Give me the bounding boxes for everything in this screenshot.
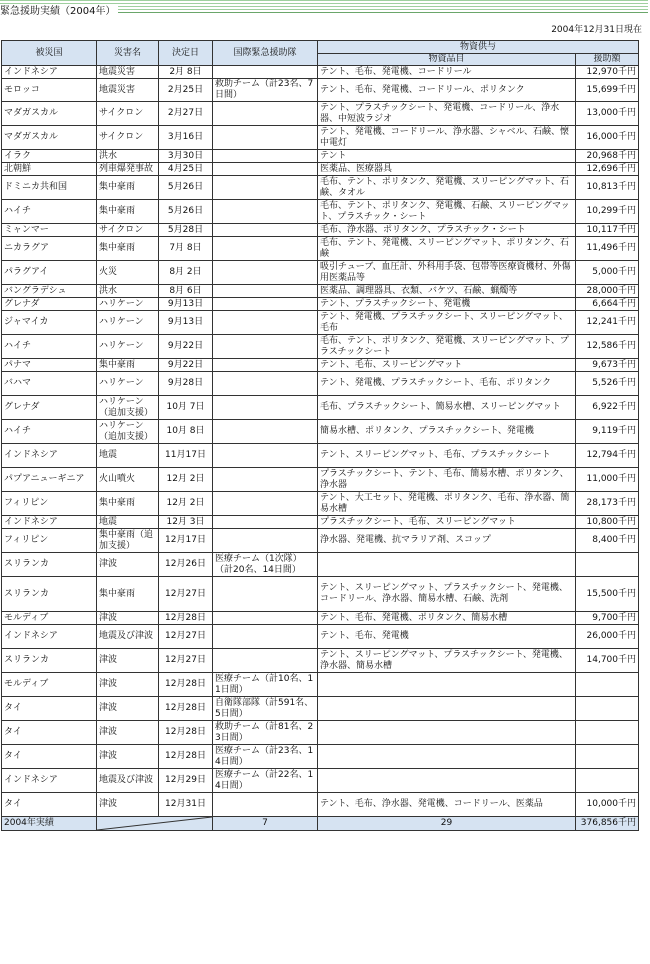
cell-country: ニカラグア bbox=[2, 237, 97, 261]
cell-disaster: 津波 bbox=[97, 745, 159, 769]
cell-items: 毛布、浄水器、ポリタンク、プラスチック・シート bbox=[318, 224, 576, 237]
cell-items: テント、プラスチックシート、発電機 bbox=[318, 298, 576, 311]
cell-disaster: 集中豪雨 bbox=[97, 200, 159, 224]
cell-date: 3月30日 bbox=[159, 150, 213, 163]
cell-date: 9月13日 bbox=[159, 298, 213, 311]
table-row bbox=[2, 721, 639, 745]
cell-items: テント、スリーピングマット、プラスチックシート、発電機、浄水器、簡易水槽 bbox=[318, 649, 576, 673]
cell-date: 12月31日 bbox=[159, 793, 213, 817]
cell-country: ジャマイカ bbox=[2, 311, 97, 335]
cell-items: 簡易水槽、ポリタンク、プラスチックシート、発電機 bbox=[318, 420, 576, 444]
cell-disaster: ハリケーン（追加支援） bbox=[97, 396, 159, 420]
cell-team bbox=[213, 492, 318, 516]
cell-team: 医療チーム（計10名、11日間） bbox=[213, 673, 318, 697]
cell-disaster: 地震災害 bbox=[97, 79, 159, 102]
cell-disaster: 集中豪雨 bbox=[97, 577, 159, 612]
cell-items: 毛布、プラスチックシート、簡易水槽、スリーピングマット bbox=[318, 396, 576, 420]
cell-amount: 11,000千円 bbox=[576, 468, 639, 492]
cell-date: 12月26日 bbox=[159, 553, 213, 577]
table-row bbox=[2, 176, 639, 200]
cell-amount: 10,800千円 bbox=[576, 516, 639, 529]
table-row bbox=[2, 79, 639, 102]
cell-amount: 16,000千円 bbox=[576, 126, 639, 150]
cell-items: テント、大工セット、発電機、ポリタンク、毛布、浄水器、簡易水槽 bbox=[318, 492, 576, 516]
cell-date: 5月26日 bbox=[159, 176, 213, 200]
table-row bbox=[2, 285, 639, 298]
cell-items: テント、毛布、発電機 bbox=[318, 625, 576, 649]
cell-disaster: 集中豪雨（追加支援） bbox=[97, 529, 159, 553]
table-row bbox=[2, 126, 639, 150]
cell-team bbox=[213, 359, 318, 372]
cell-date: 12月28日 bbox=[159, 673, 213, 697]
cell-disaster: サイクロン bbox=[97, 224, 159, 237]
cell-items: 医薬品、医療器具 bbox=[318, 163, 576, 176]
cell-date: 7月 8日 bbox=[159, 237, 213, 261]
cell-team: 自衛隊部隊（計591名、5日間） bbox=[213, 697, 318, 721]
cell-items: プラスチックシート、テント、毛布、簡易水槽、ポリタンク、浄水器 bbox=[318, 468, 576, 492]
table-row bbox=[2, 697, 639, 721]
cell-items: テント、スリーピングマット、プラスチックシート、発電機、コードリール、浄水器、簡易水槽、石鹸、洗剤 bbox=[318, 577, 576, 612]
cell-disaster: 津波 bbox=[97, 793, 159, 817]
cell-amount: 26,000千円 bbox=[576, 625, 639, 649]
cell-items: テント、発電機、プラスチックシート、毛布、ポリタンク bbox=[318, 372, 576, 396]
cell-date: 12月 2日 bbox=[159, 492, 213, 516]
cell-amount: 15,500千円 bbox=[576, 577, 639, 612]
cell-country: インドネシア bbox=[2, 66, 97, 79]
total-label: 2004年実績 bbox=[2, 817, 97, 831]
cell-country: バングラデシュ bbox=[2, 285, 97, 298]
table-row bbox=[2, 66, 639, 79]
cell-items: 毛布、テント、発電機、スリーピングマット、ポリタンク、石鹸 bbox=[318, 237, 576, 261]
table-row bbox=[2, 311, 639, 335]
cell-team bbox=[213, 311, 318, 335]
header-date: 決定日 bbox=[159, 41, 213, 66]
cell-country: フィリピン bbox=[2, 492, 97, 516]
cell-amount: 12,970千円 bbox=[576, 66, 639, 79]
cell-disaster: 集中豪雨 bbox=[97, 176, 159, 200]
cell-date: 12月28日 bbox=[159, 745, 213, 769]
cell-country: バハマ bbox=[2, 372, 97, 396]
header-supply-group: 物資供与 bbox=[318, 41, 639, 54]
cell-date: 11月17日 bbox=[159, 444, 213, 468]
cell-country: イラク bbox=[2, 150, 97, 163]
cell-date: 9月22日 bbox=[159, 359, 213, 372]
cell-items: 医薬品、調理器具、衣類、バケツ、石鹸、蝋燭等 bbox=[318, 285, 576, 298]
table-row bbox=[2, 224, 639, 237]
cell-team bbox=[213, 577, 318, 612]
cell-team: 救助チーム（計23名、7日間） bbox=[213, 79, 318, 102]
cell-items: 毛布、テント、ポリタンク、発電機、スリーピングマット、石鹸、タオル bbox=[318, 176, 576, 200]
table-row bbox=[2, 769, 639, 793]
cell-items: テント、毛布、スリーピングマット bbox=[318, 359, 576, 372]
table-row bbox=[2, 237, 639, 261]
cell-disaster: 津波 bbox=[97, 612, 159, 625]
cell-amount bbox=[576, 745, 639, 769]
cell-team bbox=[213, 612, 318, 625]
cell-disaster: 津波 bbox=[97, 553, 159, 577]
table-row bbox=[2, 200, 639, 224]
table-body bbox=[2, 66, 639, 817]
cell-amount: 6,664千円 bbox=[576, 298, 639, 311]
cell-amount: 9,119千円 bbox=[576, 420, 639, 444]
table-row bbox=[2, 335, 639, 359]
cell-team bbox=[213, 298, 318, 311]
table-row bbox=[2, 396, 639, 420]
cell-team bbox=[213, 468, 318, 492]
cell-disaster: 地震災害 bbox=[97, 66, 159, 79]
cell-disaster: 津波 bbox=[97, 673, 159, 697]
cell-items bbox=[318, 553, 576, 577]
cell-country: スリランカ bbox=[2, 577, 97, 612]
cell-country: スリランカ bbox=[2, 553, 97, 577]
cell-items bbox=[318, 745, 576, 769]
cell-team: 医療チーム（計23名、14日間） bbox=[213, 745, 318, 769]
cell-amount: 13,000千円 bbox=[576, 102, 639, 126]
cell-disaster: ハリケーン bbox=[97, 335, 159, 359]
aid-table bbox=[1, 40, 639, 831]
cell-country: ハイチ bbox=[2, 200, 97, 224]
cell-country: パラグアイ bbox=[2, 261, 97, 285]
cell-items: テント、発電機、プラスチックシート、スリーピングマット、毛布 bbox=[318, 311, 576, 335]
cell-date: 2月27日 bbox=[159, 102, 213, 126]
table-row bbox=[2, 444, 639, 468]
cell-items bbox=[318, 697, 576, 721]
cell-country: ハイチ bbox=[2, 335, 97, 359]
cell-country: モルディブ bbox=[2, 612, 97, 625]
cell-country: グレナダ bbox=[2, 298, 97, 311]
cell-date: 8月 2日 bbox=[159, 261, 213, 285]
page-title-bar bbox=[0, 0, 648, 17]
cell-team bbox=[213, 529, 318, 553]
table-row bbox=[2, 102, 639, 126]
cell-team: 医療チーム（1次隊）（計20名、14日間） bbox=[213, 553, 318, 577]
cell-amount: 12,586千円 bbox=[576, 335, 639, 359]
cell-items: テント、毛布、発電機、コードリール、ポリタンク bbox=[318, 79, 576, 102]
cell-country: マダガスカル bbox=[2, 126, 97, 150]
cell-team bbox=[213, 396, 318, 420]
cell-country: ドミニカ共和国 bbox=[2, 176, 97, 200]
cell-country: タイ bbox=[2, 697, 97, 721]
cell-amount: 15,699千円 bbox=[576, 79, 639, 102]
cell-amount bbox=[576, 697, 639, 721]
cell-amount: 10,813千円 bbox=[576, 176, 639, 200]
header-team: 国際緊急援助隊 bbox=[213, 41, 318, 66]
cell-amount: 20,968千円 bbox=[576, 150, 639, 163]
cell-team bbox=[213, 237, 318, 261]
total-row bbox=[2, 817, 639, 831]
table-row bbox=[2, 529, 639, 553]
table-row bbox=[2, 372, 639, 396]
cell-date: 2月25日 bbox=[159, 79, 213, 102]
cell-team: 救助チーム（計81名、23日間） bbox=[213, 721, 318, 745]
cell-date: 3月16日 bbox=[159, 126, 213, 150]
cell-amount bbox=[576, 769, 639, 793]
table-row bbox=[2, 553, 639, 577]
cell-amount bbox=[576, 673, 639, 697]
cell-disaster: ハリケーン bbox=[97, 372, 159, 396]
cell-disaster: 地震及び津波 bbox=[97, 625, 159, 649]
cell-date: 9月28日 bbox=[159, 372, 213, 396]
cell-date: 10月 7日 bbox=[159, 396, 213, 420]
cell-items: プラスチックシート、毛布、スリーピングマット bbox=[318, 516, 576, 529]
cell-date: 12月 3日 bbox=[159, 516, 213, 529]
cell-disaster: 津波 bbox=[97, 697, 159, 721]
cell-team bbox=[213, 261, 318, 285]
cell-amount: 10,117千円 bbox=[576, 224, 639, 237]
table-row bbox=[2, 468, 639, 492]
cell-date: 12月28日 bbox=[159, 612, 213, 625]
cell-disaster: 集中豪雨 bbox=[97, 237, 159, 261]
total-teams: 7 bbox=[213, 817, 318, 831]
cell-disaster: サイクロン bbox=[97, 126, 159, 150]
header-country: 被災国 bbox=[2, 41, 97, 66]
cell-country: インドネシア bbox=[2, 444, 97, 468]
cell-amount: 9,700千円 bbox=[576, 612, 639, 625]
table-row bbox=[2, 625, 639, 649]
cell-country: スリランカ bbox=[2, 649, 97, 673]
table-row bbox=[2, 261, 639, 285]
cell-amount: 12,794千円 bbox=[576, 444, 639, 468]
cell-items: テント、毛布、発電機、ポリタンク、簡易水槽 bbox=[318, 612, 576, 625]
table-row bbox=[2, 577, 639, 612]
cell-disaster: ハリケーン（追加支援） bbox=[97, 420, 159, 444]
cell-country: ミャンマー bbox=[2, 224, 97, 237]
cell-country: モルディブ bbox=[2, 673, 97, 697]
cell-date: 5月28日 bbox=[159, 224, 213, 237]
cell-disaster: 火災 bbox=[97, 261, 159, 285]
cell-amount: 5,526千円 bbox=[576, 372, 639, 396]
cell-country: タイ bbox=[2, 793, 97, 817]
cell-country: タイ bbox=[2, 721, 97, 745]
table-row bbox=[2, 359, 639, 372]
cell-date: 8月 6日 bbox=[159, 285, 213, 298]
cell-country: グレナダ bbox=[2, 396, 97, 420]
cell-team bbox=[213, 163, 318, 176]
cell-amount: 10,000千円 bbox=[576, 793, 639, 817]
cell-team bbox=[213, 420, 318, 444]
cell-date: 12月29日 bbox=[159, 769, 213, 793]
cell-items bbox=[318, 673, 576, 697]
cell-team bbox=[213, 126, 318, 150]
cell-items: 浄水器、発電機、抗マラリア剤、スコップ bbox=[318, 529, 576, 553]
cell-disaster: 津波 bbox=[97, 649, 159, 673]
table-row bbox=[2, 150, 639, 163]
table-row bbox=[2, 516, 639, 529]
cell-team bbox=[213, 444, 318, 468]
cell-amount: 11,496千円 bbox=[576, 237, 639, 261]
cell-amount: 12,241千円 bbox=[576, 311, 639, 335]
cell-date: 10月 8日 bbox=[159, 420, 213, 444]
cell-team bbox=[213, 200, 318, 224]
cell-team bbox=[213, 335, 318, 359]
cell-amount: 12,696千円 bbox=[576, 163, 639, 176]
cell-items: テント、プラスチックシート、発電機、コードリール、浄水器、中短波ラジオ bbox=[318, 102, 576, 126]
cell-date: 12月28日 bbox=[159, 697, 213, 721]
cell-amount bbox=[576, 553, 639, 577]
cell-disaster: 集中豪雨 bbox=[97, 359, 159, 372]
cell-country: インドネシア bbox=[2, 625, 97, 649]
header-items: 物資品目 bbox=[318, 54, 576, 66]
cell-country: モロッコ bbox=[2, 79, 97, 102]
cell-items: テント、スリーピングマット、毛布、プラスチックシート bbox=[318, 444, 576, 468]
table-row bbox=[2, 649, 639, 673]
total-amount: 376,856千円 bbox=[576, 817, 639, 831]
cell-amount: 28,173千円 bbox=[576, 492, 639, 516]
cell-team bbox=[213, 102, 318, 126]
cell-country: フィリピン bbox=[2, 529, 97, 553]
table-row bbox=[2, 673, 639, 697]
total-slash bbox=[97, 817, 213, 831]
cell-date: 5月26日 bbox=[159, 200, 213, 224]
table-row bbox=[2, 612, 639, 625]
cell-amount: 10,299千円 bbox=[576, 200, 639, 224]
cell-date: 9月13日 bbox=[159, 311, 213, 335]
cell-team bbox=[213, 793, 318, 817]
cell-amount: 6,922千円 bbox=[576, 396, 639, 420]
cell-date: 9月22日 bbox=[159, 335, 213, 359]
cell-disaster: 地震 bbox=[97, 444, 159, 468]
cell-date: 12月27日 bbox=[159, 625, 213, 649]
cell-team bbox=[213, 516, 318, 529]
cell-date: 12月 2日 bbox=[159, 468, 213, 492]
cell-items bbox=[318, 769, 576, 793]
cell-team bbox=[213, 224, 318, 237]
table-row bbox=[2, 745, 639, 769]
cell-disaster: 津波 bbox=[97, 721, 159, 745]
cell-amount bbox=[576, 721, 639, 745]
cell-amount: 28,000千円 bbox=[576, 285, 639, 298]
cell-team bbox=[213, 66, 318, 79]
cell-disaster: 洪水 bbox=[97, 285, 159, 298]
cell-amount: 5,000千円 bbox=[576, 261, 639, 285]
cell-items: 吸引チューブ、血圧計、外科用手袋、包帯等医療資機材、外傷用医薬品等 bbox=[318, 261, 576, 285]
table-row bbox=[2, 163, 639, 176]
cell-disaster: 火山噴火 bbox=[97, 468, 159, 492]
cell-items: テント bbox=[318, 150, 576, 163]
cell-country: 北朝鮮 bbox=[2, 163, 97, 176]
cell-disaster: 集中豪雨 bbox=[97, 492, 159, 516]
cell-country: パプアニューギニア bbox=[2, 468, 97, 492]
cell-items bbox=[318, 721, 576, 745]
header-disaster: 災害名 bbox=[97, 41, 159, 66]
cell-disaster: サイクロン bbox=[97, 102, 159, 126]
header-amount: 援助額 bbox=[576, 54, 639, 66]
table-row bbox=[2, 793, 639, 817]
cell-items: 毛布、テント、ポリタンク、発電機、スリーピングマット、プラスチックシート bbox=[318, 335, 576, 359]
page-title: 緊急援助実績（2004年） bbox=[0, 6, 118, 17]
cell-country: インドネシア bbox=[2, 769, 97, 793]
cell-disaster: 地震 bbox=[97, 516, 159, 529]
cell-items: テント、毛布、発電機、コードリール bbox=[318, 66, 576, 79]
cell-amount: 9,673千円 bbox=[576, 359, 639, 372]
cell-amount: 8,400千円 bbox=[576, 529, 639, 553]
table-row bbox=[2, 492, 639, 516]
cell-team bbox=[213, 150, 318, 163]
cell-date: 12月28日 bbox=[159, 721, 213, 745]
cell-team bbox=[213, 625, 318, 649]
table-row bbox=[2, 420, 639, 444]
cell-disaster: 列車爆発事故 bbox=[97, 163, 159, 176]
cell-date: 2月 8日 bbox=[159, 66, 213, 79]
cell-disaster: ハリケーン bbox=[97, 311, 159, 335]
cell-amount: 14,700千円 bbox=[576, 649, 639, 673]
total-supplies: 29 bbox=[318, 817, 576, 831]
cell-team: 医療チーム（計22名、14日間） bbox=[213, 769, 318, 793]
cell-date: 12月27日 bbox=[159, 577, 213, 612]
cell-team bbox=[213, 285, 318, 298]
cell-date: 12月27日 bbox=[159, 649, 213, 673]
cell-team bbox=[213, 372, 318, 396]
cell-date: 12月17日 bbox=[159, 529, 213, 553]
cell-country: パナマ bbox=[2, 359, 97, 372]
cell-country: マダガスカル bbox=[2, 102, 97, 126]
cell-team bbox=[213, 649, 318, 673]
cell-disaster: 地震及び津波 bbox=[97, 769, 159, 793]
cell-country: タイ bbox=[2, 745, 97, 769]
table-row bbox=[2, 298, 639, 311]
cell-items: テント、毛布、浄水器、発電機、コードリール、医薬品 bbox=[318, 793, 576, 817]
cell-team bbox=[213, 176, 318, 200]
cell-items: 毛布、テント、ポリタンク、発電機、石鹸、スリーピングマット、プラスチック・シート bbox=[318, 200, 576, 224]
cell-country: インドネシア bbox=[2, 516, 97, 529]
cell-items: テント、発電機、コードリール、浄水器、シャベル、石鹸、懐中電灯 bbox=[318, 126, 576, 150]
as-of-date: 2004年12月31日現在 bbox=[551, 25, 642, 35]
cell-disaster: 洪水 bbox=[97, 150, 159, 163]
cell-date: 4月25日 bbox=[159, 163, 213, 176]
cell-country: ハイチ bbox=[2, 420, 97, 444]
cell-disaster: ハリケーン bbox=[97, 298, 159, 311]
